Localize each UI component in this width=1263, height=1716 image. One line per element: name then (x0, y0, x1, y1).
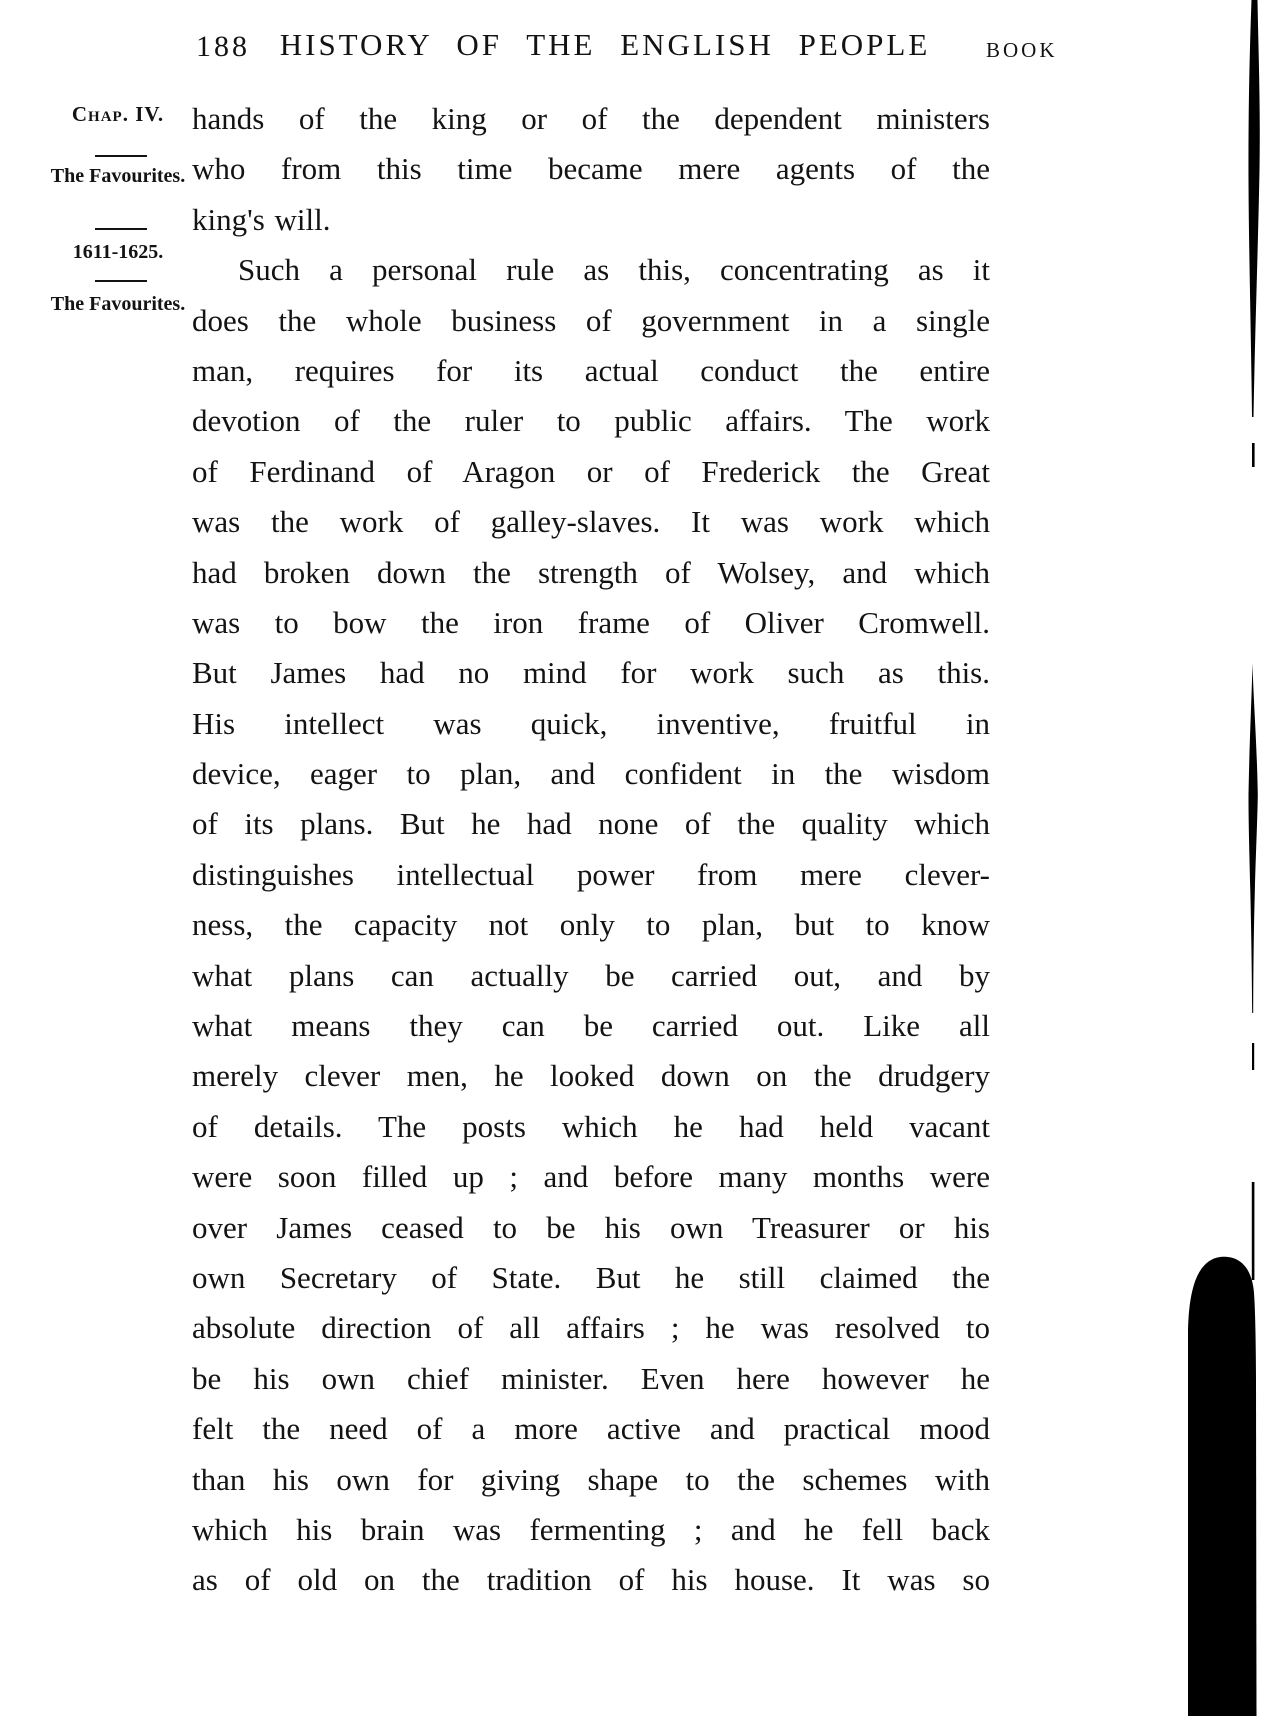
body-line: as of old on the tradition of his house. It was so (192, 1562, 990, 1598)
body-line: own Secretary of State. But he still claimed the (192, 1259, 990, 1295)
body-text (192, 94, 990, 1606)
body-line: had broken down the strength of Wolsey, and which (192, 554, 990, 590)
body-line: distinguishes intellectual power from mere clever- (192, 856, 990, 892)
margin-note-favourites: The Favourites. (50, 165, 186, 187)
body-line: But James had no mind for work such as this. (192, 655, 990, 691)
body-line: what plans can actually be carried out, and by (192, 957, 990, 993)
body-line: merely clever men, he looked down on the drudgery (192, 1058, 990, 1094)
body-line: who from this time became mere agents of the (192, 151, 990, 187)
margin-note-divider (95, 280, 147, 282)
body-line: was the work of galley-slaves. It was work which (192, 504, 990, 540)
margin-note-divider (95, 228, 147, 230)
body-line: over James ceased to be his own Treasurer or his (192, 1209, 990, 1245)
margin-note-dates: 1611-1625. (72, 241, 164, 263)
margin-note-chapter: Chap. IV. (71, 102, 165, 126)
body-line: Such a personal rule as this, concentrating as it (238, 252, 990, 288)
body-line: devotion of the ruler to public affairs. The work (192, 403, 990, 439)
body-line: absolute direction of all affairs ; he was resolved to (192, 1310, 990, 1346)
body-line: were soon filled up ; and before many months were (192, 1159, 990, 1195)
body-line: of details. The posts which he had held vacant (192, 1108, 990, 1144)
running-header-title: HISTORY OF THE ENGLISH PEOPLE (279, 27, 931, 62)
body-line: of Ferdinand of Aragon or of Frederick the Great (192, 453, 990, 489)
margin-note-favourites: The Favourites. (50, 293, 186, 315)
body-line: ness, the capacity not only to plan, but to know (192, 907, 990, 943)
body-line: king's will. (192, 201, 331, 237)
page-number: 188 (196, 30, 250, 63)
body-line: man, requires for its actual conduct the entire (192, 352, 990, 388)
body-line: of its plans. But he had none of the quality which (192, 806, 990, 842)
body-line: what means they can be carried out. Like all (192, 1008, 990, 1044)
body-line: was to bow the iron frame of Oliver Cromwell. (192, 604, 990, 640)
body-line: does the whole business of government in a single (192, 302, 990, 338)
body-line: which his brain was fermenting ; and he fell back (192, 1511, 990, 1547)
body-line: His intellect was quick, inventive, fruitful in (192, 705, 990, 741)
body-line: be his own chief minister. Even here however he (192, 1360, 990, 1396)
body-line: felt the need of a more active and practical mood (192, 1411, 990, 1447)
margin-note-divider (95, 155, 147, 157)
body-line: device, eager to plan, and confident in the wisdom (192, 756, 990, 792)
body-line: than his own for giving shape to the schemes with (192, 1461, 990, 1497)
body-line: hands of the king or of the dependent ministers (192, 101, 990, 136)
running-header-book-label: BOOK (986, 38, 1058, 62)
scan-artifact-marks (1183, 0, 1263, 1716)
